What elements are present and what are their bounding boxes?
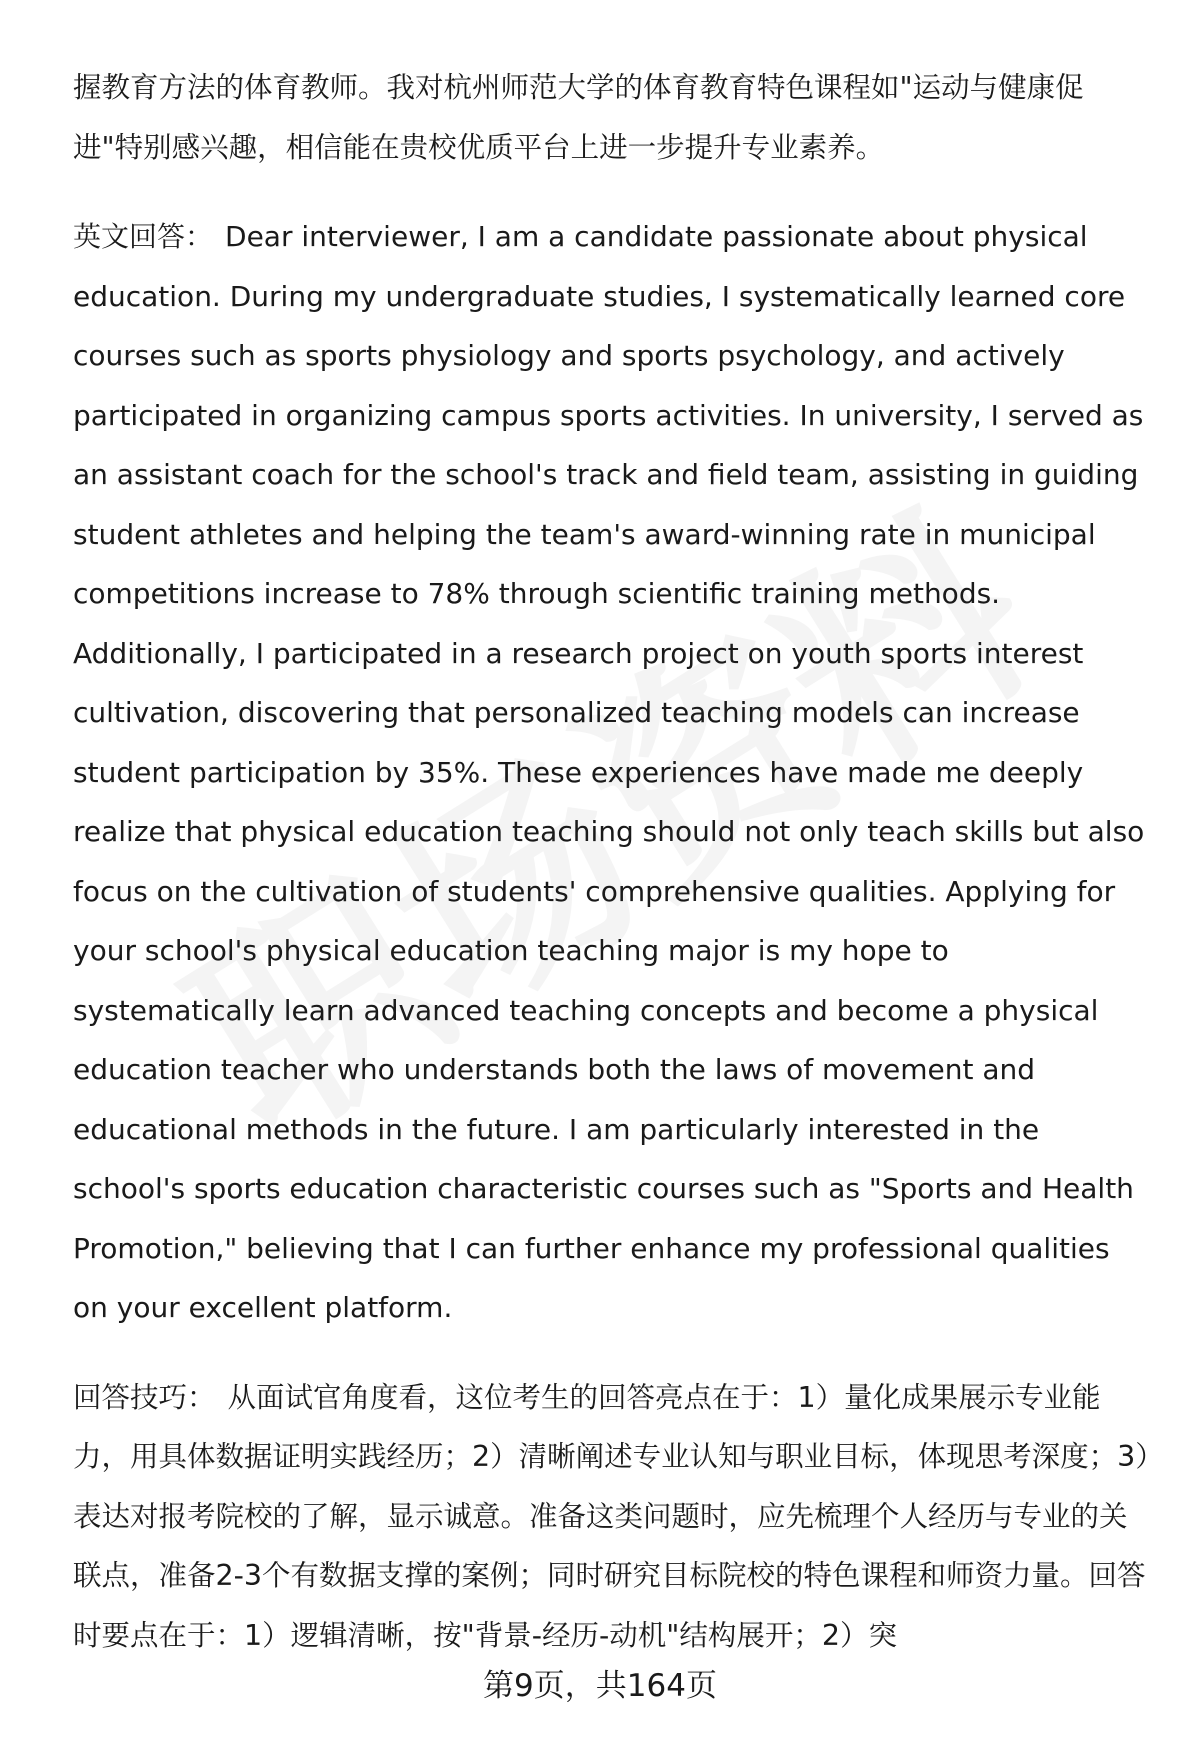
page-content <box>73 58 1153 1695</box>
intro-continuation-paragraph: 握教育方法的体育教师。我对杭州师范大学的体育教育特色课程如"运动与健康促进"特别感兴趣，相信能在贵校优质平台上进一步提升专业素养。 <box>73 71 1084 164</box>
english-answer-text: Dear interviewer, I am a candidate passionate about physical education. During my undergraduate studies, I systematically learned core courses such as sports physiology and sports psychology, and actively participated in organizing campus sports activities. In university, I served as an assistant coach for the school's track and field team, assisting in guiding student athletes and helping the team's award-winning rate in municipal competitions increase to 78% through scientific training methods. Additionally, I participated in a research project on youth sports interest cultivation, discovering that personalized teaching models can increase student participation by 35%. These experiences have made me deeply realize that physical education teaching should not only teach skills but also focus on the cultivation of students' comprehensive qualities. Applying for your school's physical education teaching major is my hope to systematically learn advanced teaching concepts and become a physical education teacher who understands both the laws of movement and educational methods in the future. I am particularly interested in the school's sports education characteristic courses such as "Sports and Health Promotion," believing that I can further enhance my professional qualities on your excellent platform. <box>73 220 1145 1324</box>
english-answer-paragraph <box>73 207 1153 1338</box>
english-answer-label: 英文回答： <box>73 220 214 253</box>
answer-tips-text: 从面试官角度看，这位考生的回答亮点在于：1）量化成果展示专业能力，用具体数据证明实践经历；2）清晰阐述专业认知与职业目标，体现思考深度；3）表达对报考院校的了解，显示诚意。准备这类问题时，应先梳理个人经历与专业的关联点，准备2-3个有数据支撑的案例；同时研究目标院校的特色课程和师资力量。回答时要点在于：1）逻辑清晰，按"背景-经历-动机"结构展开；2）突 <box>73 1380 1150 1652</box>
answer-tips-paragraph <box>73 1368 1153 1666</box>
answer-tips-label: 回答技巧： <box>73 1380 216 1414</box>
page-number-footer: 第9页，共164页 <box>483 1668 717 1704</box>
